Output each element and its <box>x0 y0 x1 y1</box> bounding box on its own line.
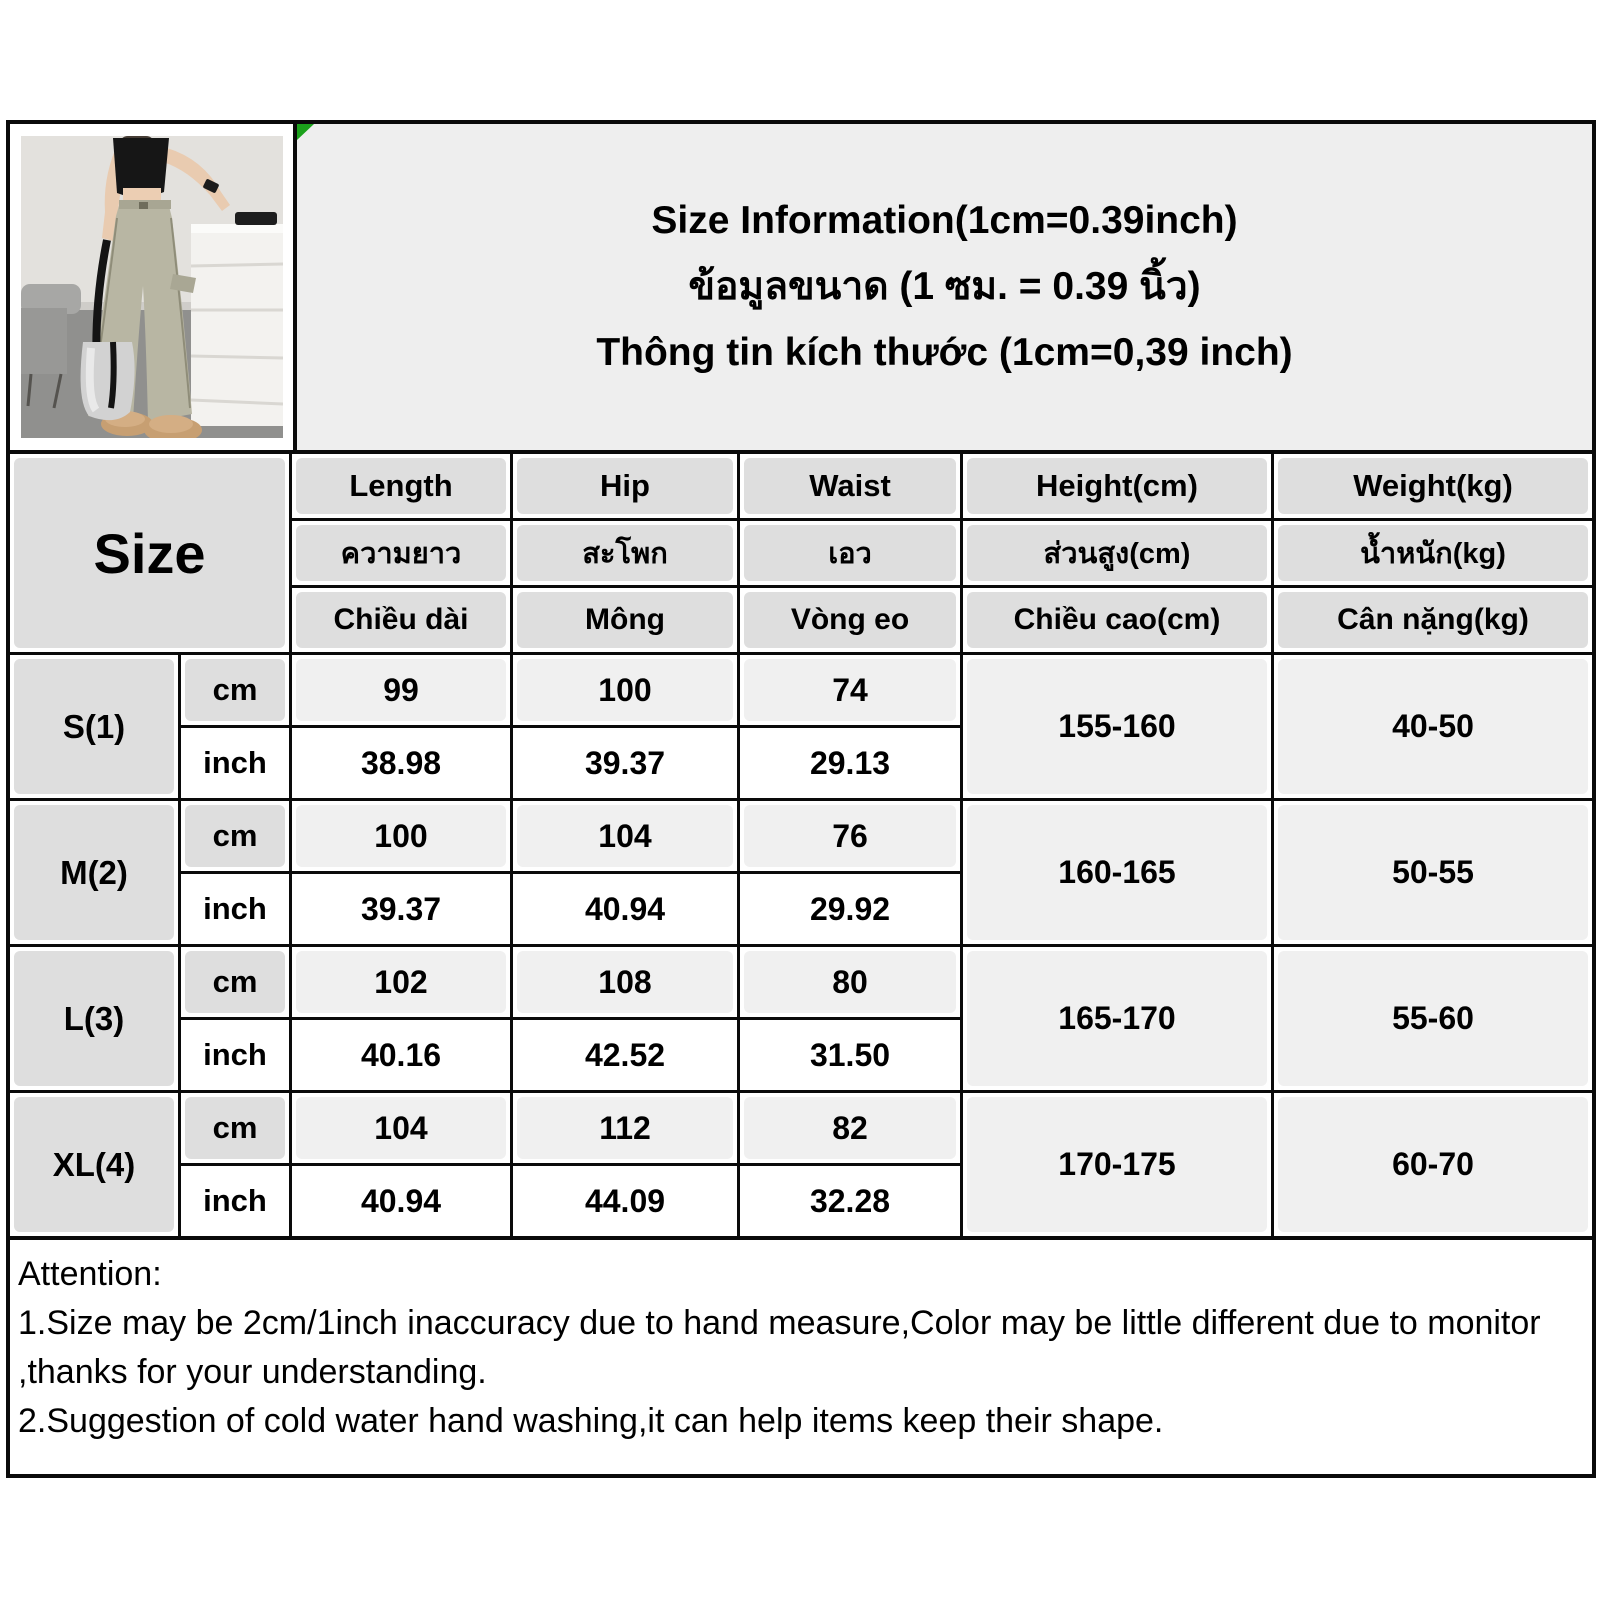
value-cell: 29.13 <box>740 728 960 798</box>
weight-range-cell: 55-60 <box>1274 947 1592 1090</box>
value-cell: 112 <box>513 1093 737 1163</box>
value-cell: 40.16 <box>292 1020 510 1090</box>
value-cell: 38.98 <box>292 728 510 798</box>
col-header-length-en: Length <box>292 454 510 518</box>
value-cell: 100 <box>292 801 510 871</box>
value-cell: 102 <box>292 947 510 1017</box>
col-header-weight-en: Weight(kg) <box>1274 454 1592 518</box>
row-label-l3: L(3) <box>10 947 178 1090</box>
value-cell: 39.37 <box>513 728 737 798</box>
value-cell: 42.52 <box>513 1020 737 1090</box>
value-cell: 31.50 <box>740 1020 960 1090</box>
value-cell: 40.94 <box>513 874 737 944</box>
height-range-cell: 160-165 <box>963 801 1271 944</box>
row-label-s1: S(1) <box>10 655 178 798</box>
size-header-cell <box>10 454 289 652</box>
size-table <box>10 454 1592 1240</box>
attention-item-2: 2.Suggestion of cold water hand washing,it can help items keep their shape. <box>18 1402 1164 1440</box>
value-cell: 76 <box>740 801 960 871</box>
col-header-waist-vi: Vòng eo <box>740 588 960 652</box>
col-header-height-en: Height(cm) <box>963 454 1271 518</box>
col-header-weight-vi: Cân nặng(kg) <box>1274 588 1592 652</box>
value-cell: 104 <box>513 801 737 871</box>
value-cell: 44.09 <box>513 1166 737 1236</box>
col-header-length-vi: Chiều dài <box>292 588 510 652</box>
attention-heading: Attention: <box>18 1255 162 1293</box>
size-chart-sheet <box>6 120 1596 1478</box>
title-english: Size Information(1cm=0.39inch) <box>651 199 1238 242</box>
value-cell: 29.92 <box>740 874 960 944</box>
value-cell: 32.28 <box>740 1166 960 1236</box>
size-header-label: Size <box>14 458 285 648</box>
value-cell: 104 <box>292 1093 510 1163</box>
product-photo <box>21 136 283 438</box>
col-header-length-th: ความยาว <box>292 521 510 585</box>
value-cell: 80 <box>740 947 960 1017</box>
attention-notes <box>10 1240 1592 1474</box>
unit-cell-inch: inch <box>181 1166 289 1236</box>
value-cell: 40.94 <box>292 1166 510 1236</box>
attention-item-1: 1.Size may be 2cm/1inch inaccuracy due to hand measure,Color may be little different due to monitor ,thanks for your understanding. <box>18 1304 1541 1391</box>
value-cell: 39.37 <box>292 874 510 944</box>
unit-cell-cm: cm <box>181 655 289 725</box>
height-range-cell: 165-170 <box>963 947 1271 1090</box>
col-header-hip-en: Hip <box>513 454 737 518</box>
row-label-xl4: XL(4) <box>10 1093 178 1236</box>
value-cell: 100 <box>513 655 737 725</box>
col-header-height-vi: Chiều cao(cm) <box>963 588 1271 652</box>
col-header-waist-th: เอว <box>740 521 960 585</box>
header-block <box>10 124 1592 454</box>
unit-cell-inch: inch <box>181 874 289 944</box>
weight-range-cell: 60-70 <box>1274 1093 1592 1236</box>
title-thai: ข้อมูลขนาด (1 ซม. = 0.39 นิ้ว) <box>688 265 1201 308</box>
value-cell: 74 <box>740 655 960 725</box>
corner-flag-icon <box>297 124 314 140</box>
weight-range-cell: 50-55 <box>1274 801 1592 944</box>
col-header-hip-vi: Mông <box>513 588 737 652</box>
unit-cell-cm: cm <box>181 801 289 871</box>
value-cell: 82 <box>740 1093 960 1163</box>
unit-cell-inch: inch <box>181 728 289 798</box>
product-photo-illustration <box>21 136 283 438</box>
height-range-cell: 170-175 <box>963 1093 1271 1236</box>
title-vietnamese: Thông tin kích thước (1cm=0,39 inch) <box>596 331 1293 374</box>
size-information-title-block <box>297 124 1592 450</box>
unit-cell-inch: inch <box>181 1020 289 1090</box>
unit-cell-cm: cm <box>181 947 289 1017</box>
col-header-weight-th: น้ำหนัก(kg) <box>1274 521 1592 585</box>
col-header-waist-en: Waist <box>740 454 960 518</box>
product-photo-cell <box>10 124 297 450</box>
col-header-hip-th: สะโพก <box>513 521 737 585</box>
row-label-m2: M(2) <box>10 801 178 944</box>
height-range-cell: 155-160 <box>963 655 1271 798</box>
value-cell: 108 <box>513 947 737 1017</box>
col-header-height-th: ส่วนสูง(cm) <box>963 521 1271 585</box>
weight-range-cell: 40-50 <box>1274 655 1592 798</box>
value-cell: 99 <box>292 655 510 725</box>
unit-cell-cm: cm <box>181 1093 289 1163</box>
